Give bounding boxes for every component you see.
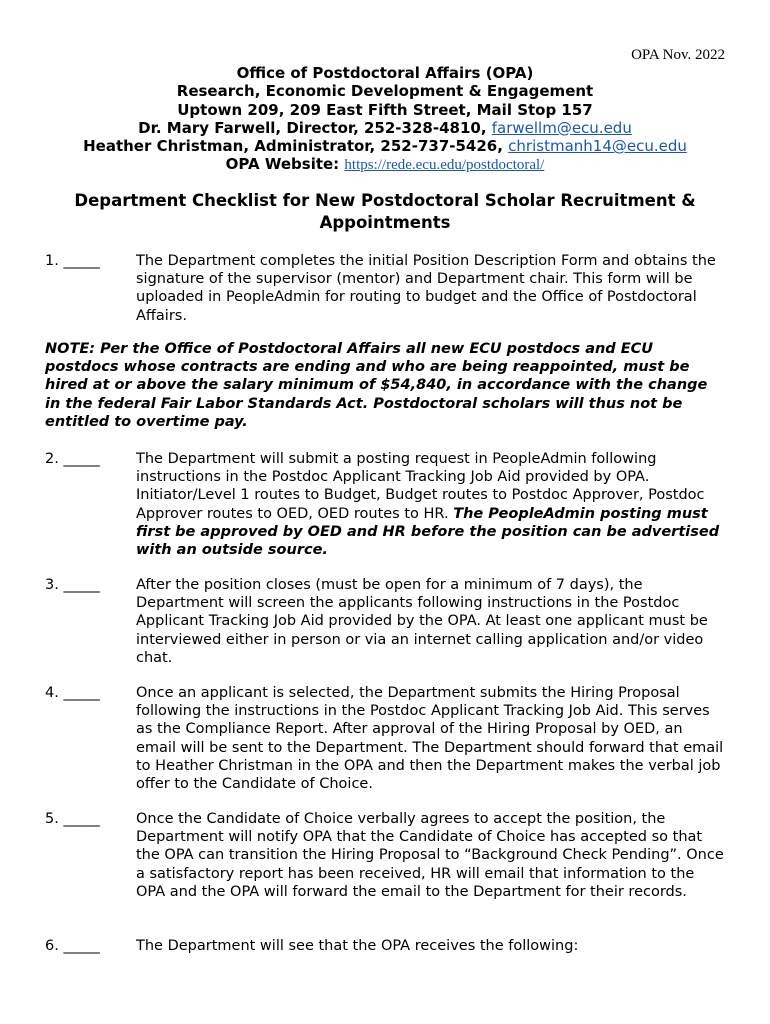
document-title: Department Checklist for New Postdoctoral Scholar Recruitment & Appointments bbox=[74, 191, 696, 232]
item-number: 1. _____ bbox=[45, 253, 100, 269]
website-link[interactable]: https://rede.ecu.edu/postdoctoral/ bbox=[344, 157, 545, 174]
website-label: OPA Website: bbox=[225, 155, 345, 174]
header-division: Research, Economic Development & Engagement bbox=[176, 82, 594, 101]
checklist-item-6 bbox=[45, 937, 725, 955]
header-office-name: Office of Postdoctoral Affairs (OPA) bbox=[236, 64, 534, 82]
checklist-item-1 bbox=[45, 252, 725, 325]
checklist-item-5 bbox=[45, 810, 725, 901]
salary-note: NOTE: Per the Office of Postdoctoral Affairs all new ECU postdocs and ECU postdocs whose contracts are ending and who are being reappointed, must be hired at or above the salary minimum of $54,840, in accordance with the change in the federal Fair Labor Standards Act. Postdoctoral scholars will thus not be entitled to overtime pay. bbox=[45, 341, 708, 430]
item-text: The Department completes the initial Position Description Form and obtains the signature of the supervisor (mentor) and Department chair. This form will be uploaded in PeopleAdmin for routing to budget and the Office of Postdoctoral Affairs. bbox=[136, 253, 716, 324]
item-text: After the position closes (must be open for a minimum of 7 days), the Department will screen the applicants following instructions in the Postdoc Applicant Tracking Job Aid provided by the OPA. At least one applicant must be interviewed either in person or via an internet calling application and/or video chat. bbox=[136, 577, 708, 666]
director-email-link[interactable]: farwellm@ecu.edu bbox=[491, 118, 632, 137]
item-number: 4. _____ bbox=[45, 685, 100, 701]
item-number: 5. _____ bbox=[45, 811, 100, 827]
header-website bbox=[0, 155, 770, 174]
item-text-regular: The Department will submit a posting request in PeopleAdmin following instructions in the Postdoc Applicant Tracking Job Aid provided by OPA. Initiator/Level 1 routes to Budget, Budget routes to Postdoc Approver, Postdoc Approver routes to OED, OED routes to HR. bbox=[136, 451, 705, 522]
item-number: 2. _____ bbox=[45, 451, 100, 467]
item-text-emphasis: The PeopleAdmin posting must first be approved by OED and HR before the position can be advertised with an outside source. bbox=[136, 505, 720, 559]
document-date: OPA Nov. 2022 bbox=[631, 47, 725, 63]
checklist-item-2 bbox=[45, 450, 725, 559]
checklist-item-4 bbox=[45, 684, 725, 793]
administrator-contact: Heather Christman, Administrator, 252-737-5426, bbox=[83, 137, 509, 156]
item-text: Once an applicant is selected, the Department submits the Hiring Proposal following the instructions in the Postdoc Applicant Tracking Job Aid. This serves as the Compliance Report. After approval of the Hiring Proposal by OED, an email will be sent to the Department. The Department should forward that email to Heather Christman in the OPA and then the Department makes the verbal job offer to the Candidate of Choice. bbox=[136, 685, 724, 793]
item-text bbox=[136, 450, 725, 559]
item-number: 3. _____ bbox=[45, 577, 100, 593]
item-text: Once the Candidate of Choice verbally agrees to accept the position, the Department will notify OPA that the Candidate of Choice has accepted so that the OPA can transition the Hiring Proposal to “Background Check Pending”. Once a satisfactory report has been received, HR will email that information to the OPA and the OPA will forward the email to the Department for their records. bbox=[136, 811, 724, 900]
header-director bbox=[0, 119, 770, 137]
office-header bbox=[0, 64, 770, 175]
administrator-email-link[interactable]: christmanh14@ecu.edu bbox=[508, 137, 687, 156]
header-address: Uptown 209, 209 East Fifth Street, Mail Stop 157 bbox=[177, 100, 593, 119]
header-administrator bbox=[0, 137, 770, 155]
director-contact: Dr. Mary Farwell, Director, 252-328-4810, bbox=[138, 118, 492, 137]
checklist-item-3 bbox=[45, 576, 725, 667]
item-number: 6. _____ bbox=[45, 938, 100, 954]
item-text: The Department will see that the OPA receives the following: bbox=[136, 938, 579, 954]
